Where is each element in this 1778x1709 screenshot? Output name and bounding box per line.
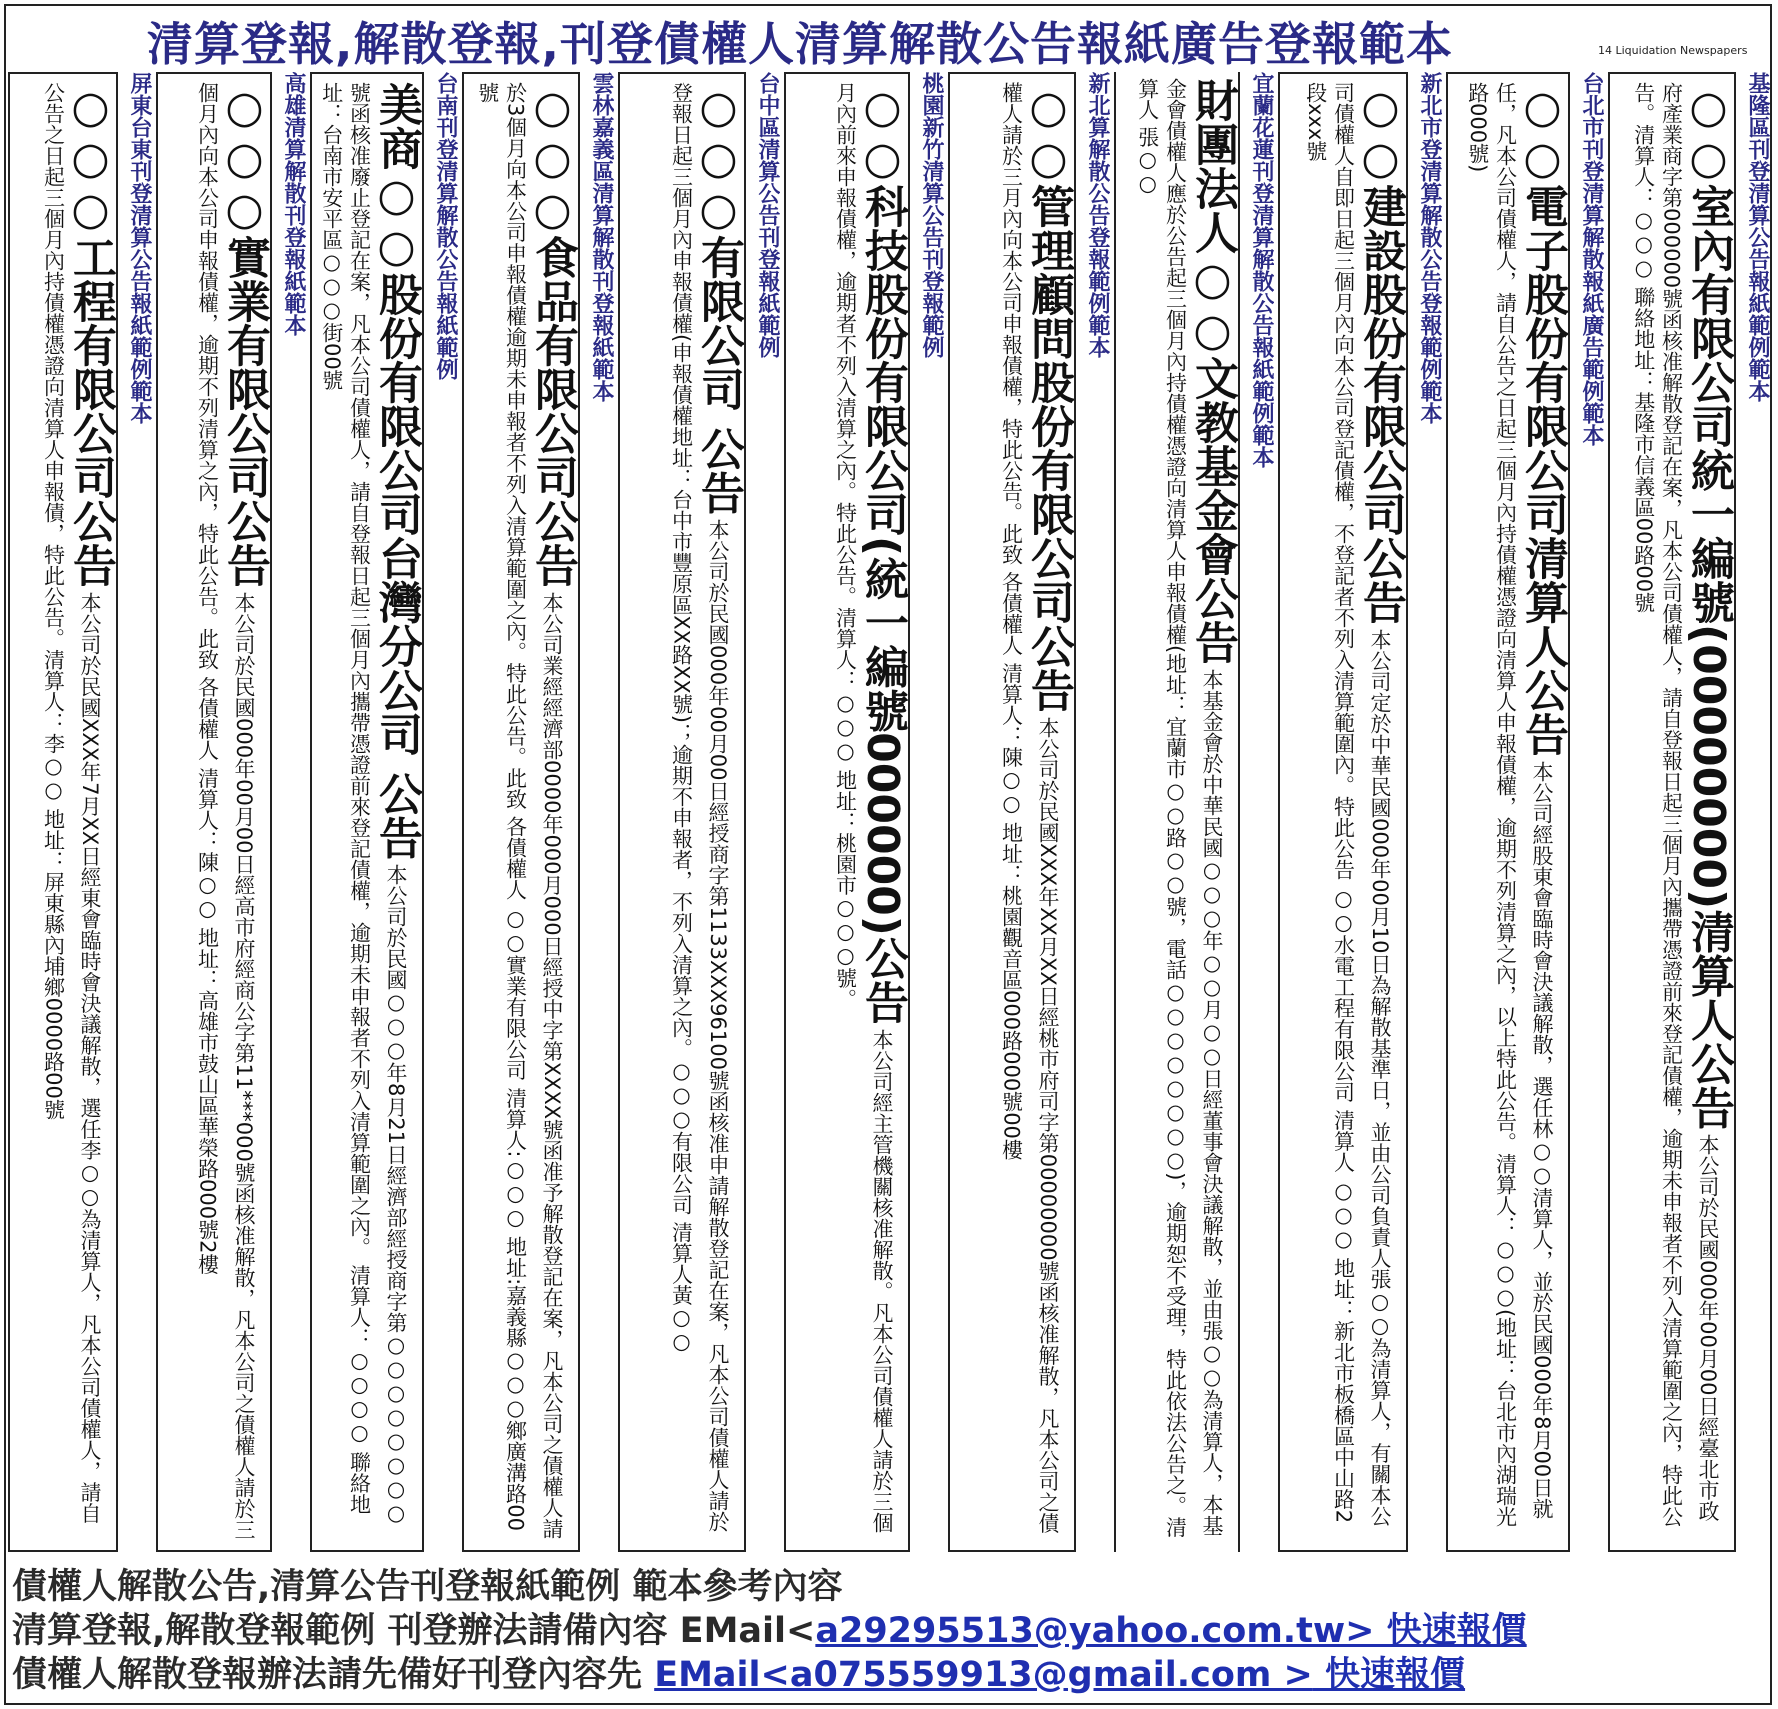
region-label-yunlin: 雲林嘉義區清算解散刊登報紙範本 [589, 72, 614, 402]
ad-title: ○○科技股份有限公司(統一編號000000)公告 [857, 82, 908, 1024]
footer-line-2-text: 清算登報,解散登報範例 刊登辦法請備內容 EMail< [12, 1611, 816, 1651]
ad-body: 本公司於民國000年00月00日經臺北市政府產業商字第000000號函核准解散登記在案，凡本公司債權人，請自登報日起三個月內攜帶憑證前來登記債權，逾期未申報者不列入清算範圍之內，特此公告。清算人：○○○ 聯絡地址：基隆市信義區00路00號 [1631, 82, 1720, 1528]
email-link-yahoo[interactable]: a29295513@yahoo.com.tw> [815, 1611, 1375, 1651]
ad-title: ○○○食品有限公司公告 [527, 82, 578, 587]
ad-yilan [1114, 72, 1240, 1552]
region-label-taipei: 台北市刊登清算解散報紙廣告範例範本 [1579, 72, 1604, 446]
ad-title: ○○電子股份有限公司清算人公告 [1517, 82, 1568, 756]
ad-taoyuan [784, 72, 910, 1552]
region-label-taichung: 台中區清算公告刊登報紙範例 [755, 72, 780, 358]
region-label-new-taipei: 新北市登清算解散公告登報範例範本 [1417, 72, 1442, 424]
ad-pingtung [8, 72, 118, 1552]
footer-line-1: 債權人解散公告,清算公告刊登報紙範例 範本參考內容 [12, 1567, 843, 1607]
ad-title: ○○建設股份有限公司公告 [1355, 82, 1406, 624]
ad-yunlin [462, 72, 580, 1552]
quote-link-2[interactable]: 快速報價 [1312, 1655, 1466, 1695]
ad-body: 本公司於民國XXX年XX月XX日經桃市府司字第00000000號函核准解散，凡本公司之債權人請於三月內向本公司申報債權，特此公告。此致 各債權人 清算人：陳○○ 地址：桃園觀音區000路000號00樓 [999, 82, 1060, 1534]
ad-body: 本公司業經經濟部0000年000月000日經授中字第XXXX號函准予解散登記在案，凡本公司之債權人請於3個月向本公司申報債權逾期未申報者不列入清算範圍之內。特此公告。此致 各債權人 ○○實業有限公司 清算人:○○○ 地址:嘉義縣○○○鄉廣溝路00號 [475, 82, 564, 1540]
ad-tainan [310, 72, 424, 1552]
ad-title: ○○○實業有限公司公告 [219, 82, 270, 587]
footer [12, 1565, 1772, 1697]
footer-line-3 [12, 1653, 1772, 1697]
ad-body: 本基金會於中華民國○○○年○○月○○日經董事會決議解散，並由張○○為清算人，本基金會債權人應於公告起三個月內持債權憑證向清算人申報債權(地址：宜蘭市○○路○○號，電話○○○○○○○○)，逾期恕不受理，特此依法公告之。清算人 張○○ [1135, 78, 1224, 1538]
ad-new-taipei-2 [948, 72, 1076, 1552]
region-label-kaohsiung: 高雄清算解散刊登報紙範本 [281, 72, 306, 336]
footer-line-2 [12, 1609, 1772, 1653]
ad-kaohsiung [156, 72, 272, 1552]
ad-body: 本公司經主管機關核准解散。凡本公司債權人請於三個月內前來申報債權，逾期者不列入清算之內。特此公告。清算人：○○○ 地址：桃園市○○○號。 [833, 82, 894, 1534]
ad-keelung [1608, 72, 1736, 1552]
region-label-tainan: 台南刊登清算解散公告報紙範例 [433, 72, 458, 380]
ad-taipei [1446, 72, 1570, 1552]
ad-new-taipei [1278, 72, 1408, 1552]
ad-title: 財團法人○○文教基金會公告 [1187, 78, 1238, 664]
ad-title: ○○管理顧問股份有限公司公告 [1023, 82, 1074, 712]
page-title: 清算登報,解散登報,刊登債權人清算解散公告報紙廣告登報範本 [147, 17, 1453, 71]
ad-title: 美商○○股份有限公司台灣分公司 公告 [371, 82, 422, 860]
ad-body: 本公司經股東會臨時會決議解散，選任林○○清算人，並於民國000年8月00日就任，凡本公司債權人，請自公告之日起三個月內持債權憑證向清算人申報債權，逾期不列清算之內，以上特此公告。清算人：○○○(地址：台北市內湖瑞光路000號) [1465, 82, 1554, 1528]
ad-title: ○○○有限公司 公告 [693, 82, 744, 515]
quote-link-1[interactable]: 快速報價 [1374, 1611, 1527, 1651]
region-label-taoyuan: 桃園新竹清算公告刊登報範例 [919, 72, 944, 358]
region-label-pingtung: 屏東台東刊登清算公告報紙範例範本 [127, 72, 152, 424]
region-label-yilan: 宜蘭花蓮刊登清算解散公告報紙範例範本 [1249, 72, 1274, 468]
region-label-keelung: 基隆區刊登清算公告報紙範例範本 [1745, 72, 1770, 402]
ad-body: 本公司於民國○○○年8月21日經濟部經授商字第○○○○○○○○號函核准廢止登記在案，凡本公司債權人，請自登報日起三個月內攜帶憑證前來登記債權，逾期未申報者不列入清算範圍之內。 清算人：○○○○ 聯絡地址：台南市安平區○○○街00號 [319, 82, 408, 1526]
email-link-gmail[interactable]: EMail<a075559913@gmail.com > [654, 1655, 1313, 1695]
ad-body: 本公司於民國XXX年7月XX日經東會臨時會決議解散，選任李○○為清算人，凡本公司債權人，請自公告之日起三個月內持債權憑證向清算人申報債，特此公告。清算人：李○○ 地址：屏東縣內埔鄉0000路00號 [41, 82, 102, 1524]
ad-columns [0, 72, 1778, 1562]
ad-title: ○○室內有限公司統一編號(00000000)清算人公告 [1683, 82, 1734, 1130]
page-subtitle: 14 Liquidation Newspapers [1598, 44, 1748, 57]
ad-body: 本公司定於中華民國000年00月10日為解散基準日，並由公司負責人張○○為清算人，有關本公司債權人自即日起三個月內向本公司登記債權，不登記者不列入清算範圍內。特此公告 ○○水電工程有限公司 清算人 ○○○ 地址：新北市板橋區中山路2段xxx號 [1303, 82, 1392, 1527]
ad-body: 本公司於民國000年00月00日經授商字第1133XXX96100號函核准申請解散登記在案，凡本公司債權人請於登報日起三個月內申報債權(申報債權地址：台中市豐原區XX路XX號)；逾期不申報者，不列入清算之內。○○○有限公司 清算人黃○○ [669, 82, 730, 1533]
ad-title: ○○○工程有限公司公告 [65, 82, 116, 587]
ad-body: 本公司於民國000年00月00日經高市府經商公字第11***000號函核准解散，凡本公司之債權人請於三個月內向本公司申報債權，逾期不列清算之內，特此公告。此致 各債權人 清算人：陳○○ 地址：高雄市鼓山區華榮路000號2樓 [195, 82, 256, 1540]
region-label-new-taipei-2: 新北算解散公告登報範例範本 [1085, 72, 1110, 358]
ad-taichung [618, 72, 746, 1552]
footer-line-3-text: 債權人解散登報辦法請先備好刊登內容先 [12, 1655, 655, 1695]
